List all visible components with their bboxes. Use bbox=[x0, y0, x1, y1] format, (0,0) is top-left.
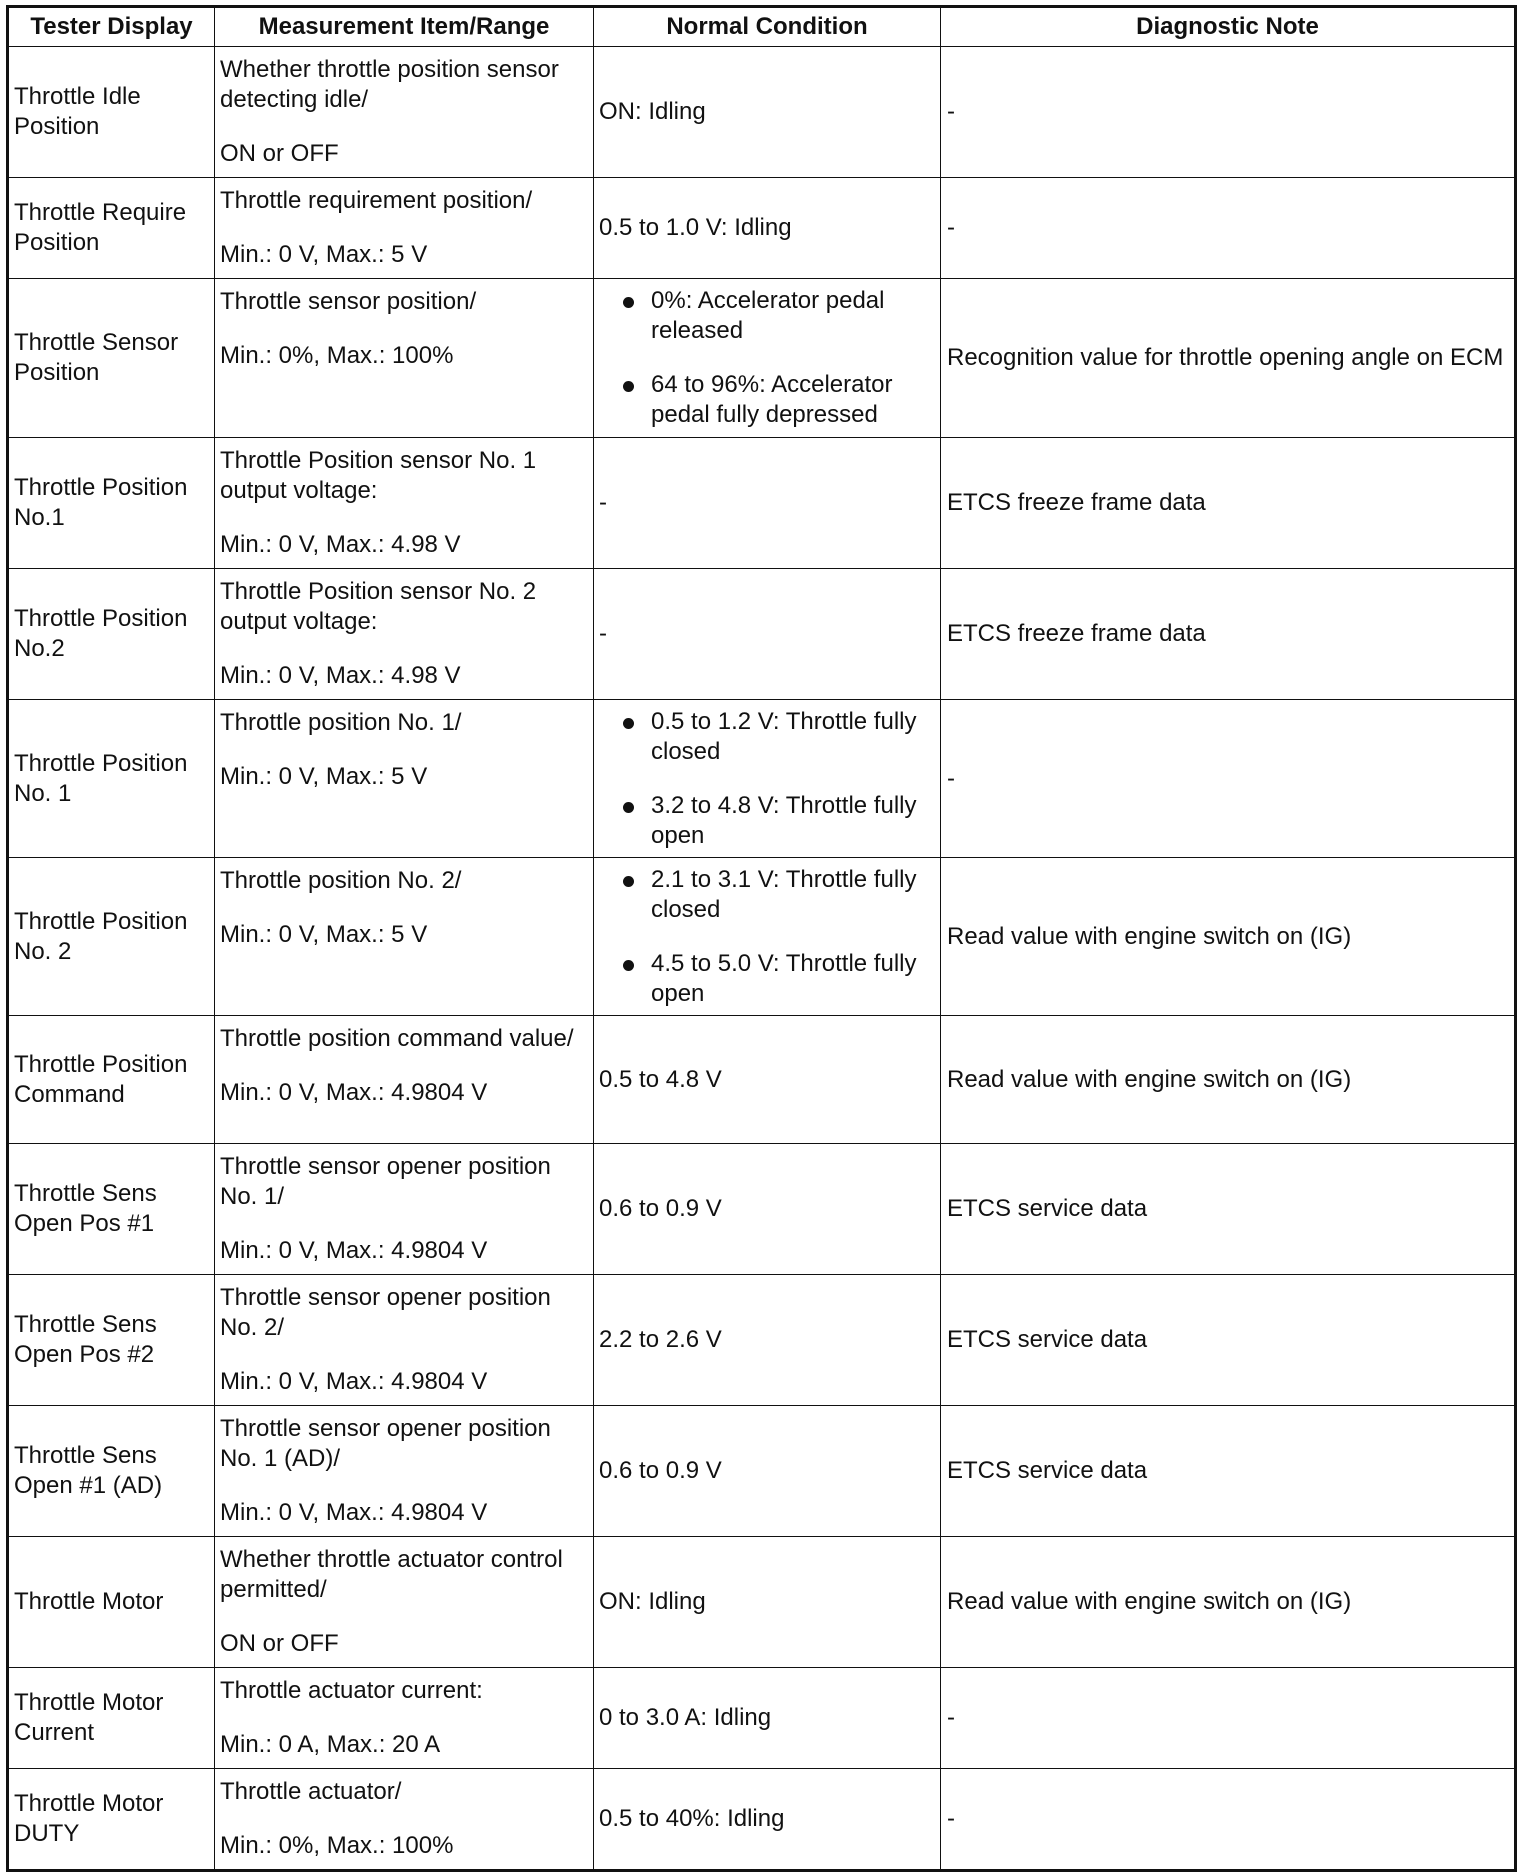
measurement-cell bbox=[215, 858, 594, 1016]
normal-condition-cell bbox=[594, 700, 941, 858]
normal-condition-cell bbox=[594, 279, 941, 438]
measurement-cell bbox=[215, 47, 594, 178]
measurement-cell bbox=[215, 700, 594, 858]
header-normal-condition: Normal Condition bbox=[594, 7, 941, 47]
table-row bbox=[8, 1668, 1516, 1769]
diagnostic-note-cell: Read value with engine switch on (IG) bbox=[941, 1016, 1516, 1144]
diagnostic-note-cell: - bbox=[941, 47, 1516, 178]
normal-condition-cell: 0.5 to 1.0 V: Idling bbox=[594, 178, 941, 279]
normal-condition-cell: 0.6 to 0.9 V bbox=[594, 1144, 941, 1275]
normal-condition-cell: ON: Idling bbox=[594, 1537, 941, 1668]
measurement-line: Throttle sensor opener position No. 2/ bbox=[220, 1284, 551, 1341]
diagnostic-note-cell: - bbox=[941, 178, 1516, 279]
measurement-line: Min.: 0 V, Max.: 5 V bbox=[220, 241, 428, 268]
tester-display-cell: Throttle Position No.2 bbox=[8, 569, 215, 700]
measurement-line: Min.: 0 V, Max.: 4.9804 V bbox=[220, 1079, 488, 1106]
diagnostic-note-cell: Recognition value for throttle opening angle on ECM bbox=[941, 279, 1516, 438]
table-row bbox=[8, 178, 1516, 279]
tester-display-cell: Throttle Require Position bbox=[8, 178, 215, 279]
measurement-line: Min.: 0 V, Max.: 4.9804 V bbox=[220, 1368, 488, 1395]
measurement-line: Min.: 0 V, Max.: 4.9804 V bbox=[220, 1237, 488, 1264]
tester-display-cell: Throttle Position No. 2 bbox=[8, 858, 215, 1016]
table-row bbox=[8, 438, 1516, 569]
measurement-line: Throttle position command value/ bbox=[220, 1025, 574, 1052]
table-row bbox=[8, 1016, 1516, 1144]
measurement-line: Min.: 0 V, Max.: 4.98 V bbox=[220, 531, 461, 558]
header-measurement-item: Measurement Item/Range bbox=[215, 7, 594, 47]
table-row bbox=[8, 279, 1516, 438]
diagnostic-note-cell: ETCS service data bbox=[941, 1406, 1516, 1537]
measurement-line: Min.: 0 A, Max.: 20 A bbox=[220, 1731, 441, 1758]
measurement-line: Throttle actuator/ bbox=[220, 1778, 402, 1805]
table-row bbox=[8, 569, 1516, 700]
measurement-line: Throttle position No. 2/ bbox=[220, 867, 462, 894]
table-row bbox=[8, 1769, 1516, 1871]
table-row bbox=[8, 1406, 1516, 1537]
diagnostic-note-cell: - bbox=[941, 700, 1516, 858]
table-row bbox=[8, 1275, 1516, 1406]
measurement-line: Min.: 0 V, Max.: 4.9804 V bbox=[220, 1499, 488, 1526]
measurement-cell bbox=[215, 279, 594, 438]
tester-display-cell: Throttle Position No.1 bbox=[8, 438, 215, 569]
condition-list bbox=[599, 707, 934, 851]
measurement-line: ON or OFF bbox=[220, 1630, 339, 1657]
measurement-line: Min.: 0 V, Max.: 5 V bbox=[220, 763, 428, 790]
measurement-line: Throttle sensor opener position No. 1/ bbox=[220, 1153, 551, 1210]
normal-condition-cell: 0.5 to 40%: Idling bbox=[594, 1769, 941, 1871]
table-row bbox=[8, 858, 1516, 1016]
measurement-cell bbox=[215, 569, 594, 700]
tester-display-cell: Throttle Sensor Position bbox=[8, 279, 215, 438]
normal-condition-cell: - bbox=[594, 438, 941, 569]
normal-condition-cell: ON: Idling bbox=[594, 47, 941, 178]
diagnostic-note-cell: Read value with engine switch on (IG) bbox=[941, 1537, 1516, 1668]
normal-condition-cell: 0.5 to 4.8 V bbox=[594, 1016, 941, 1144]
measurement-line: Min.: 0%, Max.: 100% bbox=[220, 1832, 454, 1859]
diagnostic-note-cell: - bbox=[941, 1769, 1516, 1871]
measurement-line: Throttle actuator current: bbox=[220, 1677, 483, 1704]
tester-display-cell: Throttle Sens Open Pos #2 bbox=[8, 1275, 215, 1406]
condition-item: 2.1 to 3.1 V: Throttle fully closed bbox=[599, 865, 934, 925]
header-tester-display: Tester Display bbox=[8, 7, 215, 47]
condition-item: 4.5 to 5.0 V: Throttle fully open bbox=[599, 949, 934, 1009]
table-row bbox=[8, 47, 1516, 178]
normal-condition-cell: - bbox=[594, 569, 941, 700]
table-body bbox=[8, 47, 1516, 1871]
measurement-line: Whether throttle actuator control permitted/ bbox=[220, 1546, 563, 1603]
measurement-cell bbox=[215, 438, 594, 569]
measurement-cell bbox=[215, 1406, 594, 1537]
tester-display-cell: Throttle Idle Position bbox=[8, 47, 215, 178]
diagnostic-note-cell: ETCS freeze frame data bbox=[941, 438, 1516, 569]
measurement-cell bbox=[215, 1769, 594, 1871]
diagnostic-note-cell: ETCS freeze frame data bbox=[941, 569, 1516, 700]
measurement-cell bbox=[215, 1016, 594, 1144]
measurement-line: Throttle sensor opener position No. 1 (AD)/ bbox=[220, 1415, 551, 1472]
condition-item: 0.5 to 1.2 V: Throttle fully closed bbox=[599, 707, 934, 767]
tester-display-cell: Throttle Sens Open Pos #1 bbox=[8, 1144, 215, 1275]
table-row bbox=[8, 1144, 1516, 1275]
measurement-cell bbox=[215, 1144, 594, 1275]
normal-condition-cell: 2.2 to 2.6 V bbox=[594, 1275, 941, 1406]
tester-display-cell: Throttle Motor bbox=[8, 1537, 215, 1668]
tester-display-cell: Throttle Sens Open #1 (AD) bbox=[8, 1406, 215, 1537]
condition-list bbox=[599, 286, 934, 430]
data-list-table bbox=[6, 5, 1517, 1872]
diagnostic-note-cell: ETCS service data bbox=[941, 1144, 1516, 1275]
measurement-cell bbox=[215, 1537, 594, 1668]
table-row bbox=[8, 700, 1516, 858]
measurement-line: Throttle Position sensor No. 1 output voltage: bbox=[220, 447, 537, 504]
tester-display-cell: Throttle Position Command bbox=[8, 1016, 215, 1144]
measurement-line: Min.: 0%, Max.: 100% bbox=[220, 342, 454, 369]
measurement-cell bbox=[215, 1668, 594, 1769]
diagnostic-note-cell: ETCS service data bbox=[941, 1275, 1516, 1406]
measurement-line: ON or OFF bbox=[220, 140, 339, 167]
condition-item: 64 to 96%: Accelerator pedal fully depressed bbox=[599, 370, 934, 430]
measurement-line: Throttle sensor position/ bbox=[220, 288, 477, 315]
diagnostic-note-cell: Read value with engine switch on (IG) bbox=[941, 858, 1516, 1016]
diagnostic-note-cell: - bbox=[941, 1668, 1516, 1769]
measurement-line: Min.: 0 V, Max.: 5 V bbox=[220, 921, 428, 948]
condition-list bbox=[599, 865, 934, 1009]
tester-display-cell: Throttle Motor Current bbox=[8, 1668, 215, 1769]
condition-item: 3.2 to 4.8 V: Throttle fully open bbox=[599, 791, 934, 851]
measurement-line: Min.: 0 V, Max.: 4.98 V bbox=[220, 662, 461, 689]
measurement-line: Throttle Position sensor No. 2 output voltage: bbox=[220, 578, 537, 635]
header-diagnostic-note: Diagnostic Note bbox=[941, 7, 1516, 47]
measurement-line: Throttle requirement position/ bbox=[220, 187, 533, 214]
measurement-cell bbox=[215, 178, 594, 279]
table-header-row bbox=[8, 7, 1516, 47]
condition-item: 0%: Accelerator pedal released bbox=[599, 286, 934, 346]
tester-display-cell: Throttle Motor DUTY bbox=[8, 1769, 215, 1871]
normal-condition-cell bbox=[594, 858, 941, 1016]
measurement-cell bbox=[215, 1275, 594, 1406]
table-row bbox=[8, 1537, 1516, 1668]
tester-display-cell: Throttle Position No. 1 bbox=[8, 700, 215, 858]
normal-condition-cell: 0 to 3.0 A: Idling bbox=[594, 1668, 941, 1769]
measurement-line: Throttle position No. 1/ bbox=[220, 709, 462, 736]
normal-condition-cell: 0.6 to 0.9 V bbox=[594, 1406, 941, 1537]
measurement-line: Whether throttle position sensor detecting idle/ bbox=[220, 56, 559, 113]
